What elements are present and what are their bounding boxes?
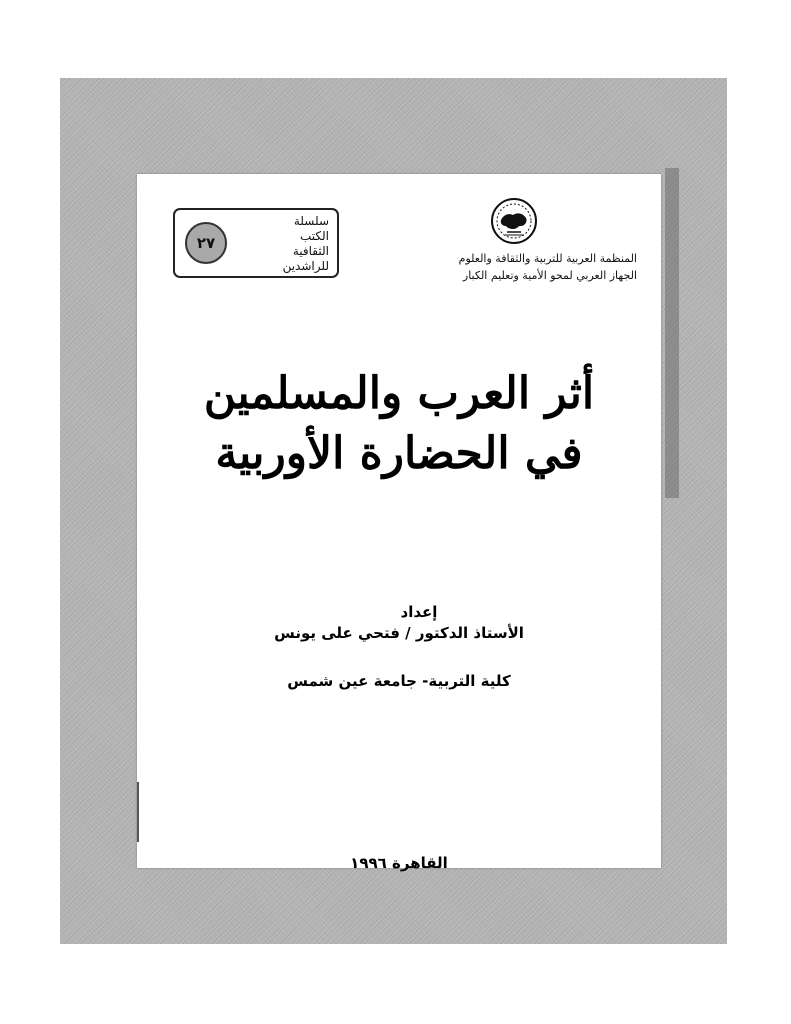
- organization-title: المنظمة العربية للتربية والثقافة والعلوم: [458, 252, 637, 265]
- series-name: [233, 214, 329, 274]
- series-number-badge: ٢٧: [185, 222, 227, 264]
- book-title-line2: في الحضارة الأوربية: [215, 428, 583, 479]
- series-box: [173, 208, 339, 278]
- book-title-line1: أثر العرب والمسلمين: [203, 368, 595, 419]
- author-block: [197, 602, 601, 644]
- series-line: سلسلة: [293, 214, 329, 228]
- publication-place-year: القاهرة ١٩٩٦: [350, 854, 448, 872]
- margin-mark: [137, 782, 139, 842]
- series-line: للراشدين: [282, 259, 329, 273]
- author-affiliation: كلية التربية- جامعة عين شمس: [287, 672, 511, 690]
- series-line: الثقافية: [292, 244, 329, 258]
- prepared-by-label: إعداد: [400, 603, 438, 621]
- organization-department: الجهاز العربي لمحو الأمية وتعليم الكبار: [462, 269, 637, 282]
- scan-frame: [60, 78, 727, 944]
- book-cover: [137, 174, 661, 872]
- book-title: [197, 364, 601, 484]
- organization-name: [357, 250, 637, 284]
- series-line: الكتب: [299, 229, 329, 243]
- organization-logo-icon: [489, 196, 539, 246]
- author-name: الأستاذ الدكتور / فتحي على يونس: [274, 624, 524, 642]
